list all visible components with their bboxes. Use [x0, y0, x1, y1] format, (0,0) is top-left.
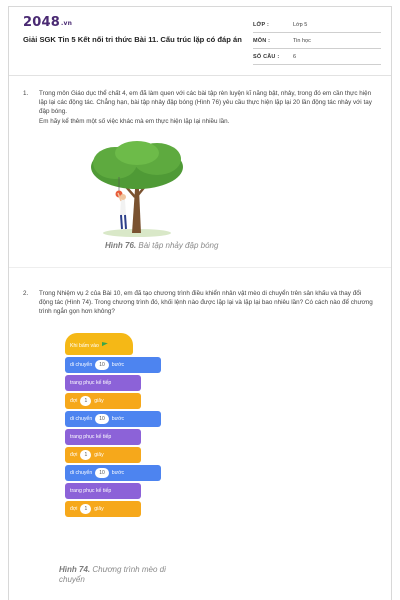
block-argument: 1	[80, 396, 91, 406]
green-flag-icon	[102, 342, 108, 348]
block-label: đợi	[70, 398, 78, 404]
scratch-block-move	[65, 465, 161, 481]
block-unit: bước	[111, 362, 125, 368]
meta-value: Lớp 5	[293, 22, 308, 28]
block-unit: giây	[94, 452, 104, 458]
question-number: 2.	[23, 290, 29, 297]
scratch-block-move	[65, 411, 161, 427]
block-unit: bước	[111, 470, 125, 476]
block-argument: 1	[80, 450, 91, 460]
scratch-hat-block	[65, 333, 133, 355]
figure-caption-text: Chương trình mèo di chuyển	[59, 565, 166, 584]
meta-row-grade	[253, 17, 381, 33]
figure-label: Hình 76.	[105, 241, 137, 250]
scratch-program-figure	[61, 333, 161, 563]
document-page	[8, 6, 392, 600]
question-prompt: Em hãy kể thêm một số việc khác mà em thực hiện lặp lại nhiều lần.	[39, 117, 230, 125]
meta-key: SỐ CÂU :	[253, 54, 280, 60]
scratch-block-next-costume	[65, 429, 141, 445]
question-text: Trong Nhiệm vụ 2 của Bài 10, em đã tạo chương trình điều khiển nhân vật mèo di chuyển trên sân khấu và thay đổi động tác (Hình 74). Trong chương trình đó, khối lệnh nào được lặp lại và lặp lại bao nhiêu lần? Có cách nào để chương trình ngắn gọn hơn không?	[39, 290, 373, 316]
figure-76-caption	[105, 241, 218, 250]
scratch-block-next-costume	[65, 483, 141, 499]
logo-sub-text: .vn	[60, 20, 73, 27]
scratch-block-move	[65, 357, 161, 373]
document-title: Giải SGK Tin 5 Kết nối tri thức Bài 11. Cấu trúc lặp có đáp án	[23, 35, 242, 44]
scratch-block-wait	[65, 393, 141, 409]
block-argument: 10	[95, 360, 109, 370]
scratch-block-next-costume	[65, 375, 141, 391]
block-label: trang phục kế tiếp	[70, 488, 112, 494]
question-2	[23, 289, 375, 317]
scratch-block-wait	[65, 501, 141, 517]
block-label: đợi	[70, 506, 78, 512]
block-label: di chuyển	[70, 470, 93, 476]
meta-value: 6	[293, 54, 297, 60]
question-text	[39, 89, 375, 126]
meta-key: MÔN :	[253, 38, 271, 44]
block-unit: giây	[94, 506, 104, 512]
scratch-block-wait	[65, 447, 141, 463]
block-label: di chuyển	[70, 362, 93, 368]
block-label: đợi	[70, 452, 78, 458]
figure-76	[77, 137, 227, 263]
meta-value: Tin học	[293, 38, 311, 44]
tree-ball-illustration	[77, 137, 227, 241]
figure-label: Hình 74.	[59, 565, 91, 574]
block-label: trang phục kế tiếp	[70, 434, 112, 440]
figure-caption-text: Bài tập nhảy đập bóng	[138, 241, 219, 250]
block-unit: bước	[111, 416, 125, 422]
block-label: trang phục kế tiếp	[70, 380, 112, 386]
block-label: di chuyển	[70, 416, 93, 422]
header-divider	[9, 75, 391, 76]
meta-row-subject	[253, 33, 381, 49]
meta-row-question-count	[253, 49, 381, 65]
question-1	[23, 89, 375, 126]
hat-block-label: Khi bấm vào	[70, 343, 99, 349]
meta-key: LỚP :	[253, 22, 269, 28]
block-argument: 10	[95, 414, 109, 424]
meta-table	[253, 17, 381, 65]
document-header	[9, 7, 391, 71]
question-number: 1.	[23, 90, 29, 97]
block-argument: 10	[95, 468, 109, 478]
figure-74-caption	[59, 565, 179, 585]
site-logo[interactable]	[23, 15, 72, 30]
question-paragraph: Trong môn Giáo dục thể chất 4, em đã làm quen với các bài tập rèn luyện kĩ năng bật, nhảy, trong đó em cần thực hiện lặp lại các động tác. Chẳng hạn, bài tập nhảy đập bóng (Hình 76) yêu cầu thực hiện lặp lại 20 lần động tác nhảy với tay đập bóng.	[39, 90, 372, 116]
block-argument: 1	[80, 504, 91, 514]
logo-main-text: 2048	[23, 15, 60, 30]
question-divider	[9, 267, 391, 268]
block-unit: giây	[94, 398, 104, 404]
